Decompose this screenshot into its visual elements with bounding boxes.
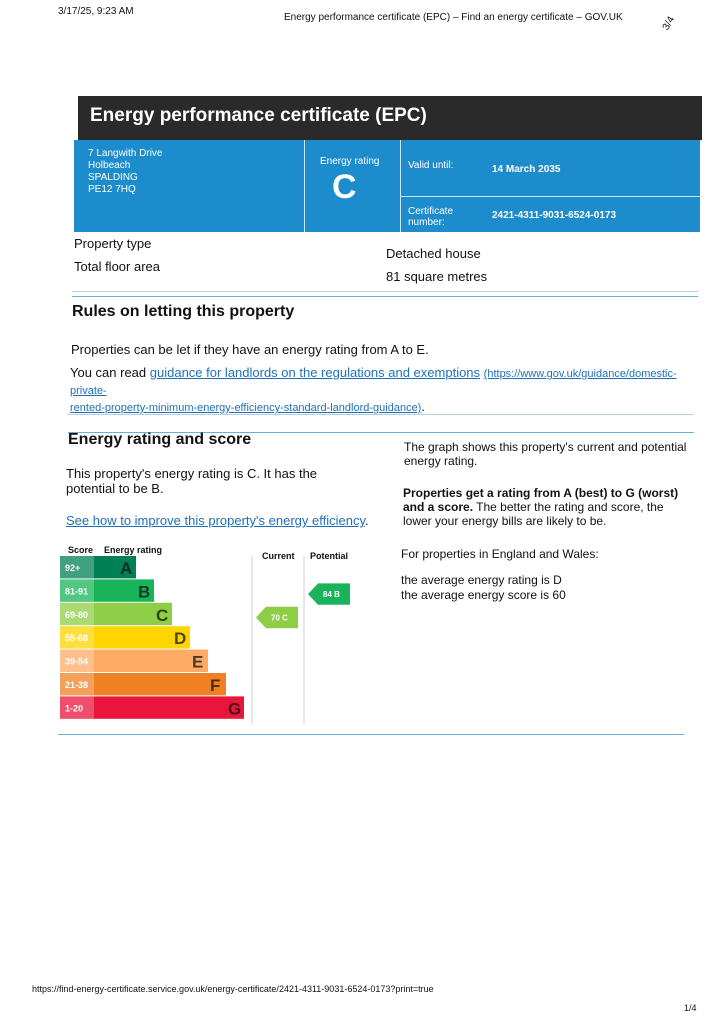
letting-guidance-para: [70, 365, 690, 416]
england-wales-label: For properties in England and Wales:: [401, 547, 599, 561]
property-type-label: Property type: [74, 236, 152, 251]
score-heading: Energy rating and score: [68, 431, 252, 448]
guidance-prefix: You can read: [70, 365, 150, 380]
floor-area-value: 81 square metres: [386, 269, 488, 284]
improve-para: [66, 513, 369, 528]
header-potential: Potential: [310, 551, 349, 561]
energy-rating-label: Energy rating: [320, 156, 380, 167]
rating-band-letter: D: [174, 629, 187, 649]
header-current: Current: [262, 551, 295, 561]
divider: [400, 140, 401, 232]
current-rating-label: 70 C: [271, 613, 288, 623]
letting-para: Properties can be let if they have an energy rating from A to E.: [71, 342, 429, 357]
address-line: PE12 7HQ: [88, 184, 136, 195]
graph-explanation: The graph shows this property's current and potential energy rating.: [404, 440, 687, 468]
landlord-guidance-link[interactable]: guidance for landlords on the regulations and exemptions: [149, 365, 481, 380]
property-address: [88, 148, 162, 196]
rating-band-letter: A: [120, 559, 133, 578]
rating-explanation-rest: The better the rating and score, the lower your energy bills are likely to be.: [403, 500, 664, 528]
rating-band-letter: B: [138, 582, 151, 602]
average-score: the average energy score is 60: [401, 588, 566, 602]
energy-rating-letter: C: [332, 168, 357, 206]
epc-rating-graph: [60, 542, 354, 724]
divider: [72, 291, 698, 292]
divider: [400, 196, 700, 197]
rating-explanation: [403, 486, 695, 528]
print-footer-page: 1/4: [684, 1003, 697, 1013]
guidance-suffix: .: [421, 399, 425, 414]
print-page-corner: 3/4: [660, 14, 678, 33]
floor-area-label: Total floor area: [74, 259, 160, 274]
improve-suffix: .: [364, 513, 369, 528]
certificate-title: Energy performance certificate (EPC): [78, 96, 702, 140]
guidance-url-line1[interactable]: (https://www.gov.uk/guidance/domestic-private-: [70, 368, 677, 397]
valid-until-value: 14 March 2035: [492, 164, 561, 175]
rating-band-range: 81-91: [65, 586, 89, 597]
rating-band-range: 92+: [65, 563, 81, 573]
print-datetime: 3/17/25, 9:23 AM: [58, 6, 134, 17]
certificate-number-label: Certificate number:: [408, 206, 454, 228]
divider: [68, 414, 694, 415]
epc-rating-svg: [60, 542, 354, 724]
rating-explanation-bold: Properties get a rating from A (best) to G (worst) and a score.: [403, 486, 679, 514]
property-type-value: Detached house: [386, 246, 481, 261]
certificate-number-value: 2421-4311-9031-6524-0173: [492, 210, 616, 221]
rating-band-range: 39-54: [65, 656, 89, 667]
print-footer-url: https://find-energy-certificate.service.gov.uk/energy-certificate/2421-4311-9031-6524-0173?print=true: [32, 984, 434, 994]
guidance-url-line2[interactable]: rented-property-minimum-energy-efficiency-standard-landlord-guidance): [70, 402, 422, 414]
improve-efficiency-link[interactable]: See how to improve this property's energy efficiency: [66, 513, 365, 528]
divider: [72, 296, 698, 297]
print-page-title: Energy performance certificate (EPC) – Find an energy certificate – GOV.UK: [284, 12, 623, 23]
valid-until-label: Valid until:: [408, 160, 454, 171]
divider: [58, 734, 684, 735]
header-score: Score: [68, 545, 94, 555]
rating-band-letter: F: [210, 676, 221, 695]
potential-rating-label: 84 B: [323, 590, 340, 600]
divider: [304, 140, 305, 232]
header-energy-rating: Energy rating: [104, 545, 163, 555]
rating-band-range: 1-20: [65, 703, 84, 714]
average-rating: the average energy rating is D: [401, 573, 562, 587]
certificate-summary-box: [74, 140, 700, 232]
rating-band-letter: C: [156, 605, 169, 625]
rating-band-range: 55-68: [65, 633, 89, 644]
rating-band-range: 69-80: [65, 609, 89, 620]
address-line: 7 Langwith Drive: [88, 148, 163, 159]
rating-band-range: 21-38: [65, 680, 89, 690]
letting-heading: Rules on letting this property: [72, 303, 295, 320]
address-line: Holbeach: [88, 160, 131, 171]
rating-band-letter: E: [192, 652, 204, 672]
rating-band-letter: G: [228, 699, 242, 719]
score-para: This property's energy rating is C. It has the potential to be B.: [66, 466, 318, 496]
address-line: SPALDING: [88, 172, 138, 183]
